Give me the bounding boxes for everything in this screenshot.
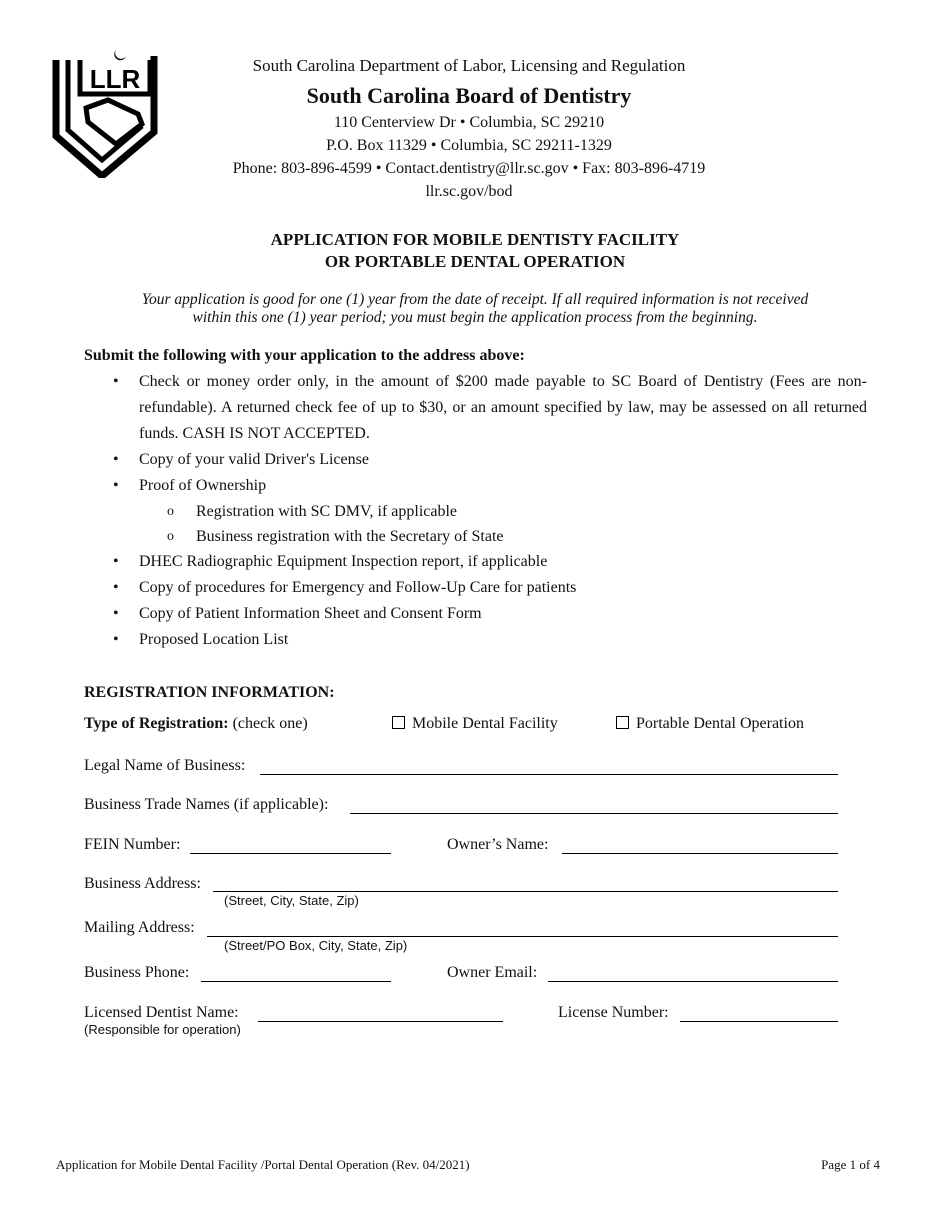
bullet: • — [113, 477, 119, 494]
notice-line1: Your application is good for one (1) year from the date of receipt. If all required information is not received — [141, 291, 809, 308]
mailing-address-label: Mailing Address: — [84, 919, 195, 936]
business-address-label: Business Address: — [84, 875, 201, 892]
po-box: P.O. Box 11329 • Columbia, SC 29211-1329 — [326, 137, 612, 154]
business-phone-label: Business Phone: — [84, 964, 190, 981]
registration-heading: REGISTRATION INFORMATION: — [84, 684, 335, 701]
dentist-name-label: Licensed Dentist Name: — [84, 1004, 239, 1021]
dentist-hint: (Responsible for operation) — [84, 1022, 241, 1037]
legal-name-label: Legal Name of Business: — [84, 757, 246, 774]
bullet: • — [113, 451, 119, 468]
board-name: South Carolina Board of Dentistry — [306, 83, 632, 108]
form-title-line2: OR PORTABLE DENTAL OPERATION — [324, 252, 626, 271]
sub-list-item: o Business registration with the Secretary of State — [139, 524, 867, 549]
business-address-field[interactable] — [213, 891, 838, 892]
bullet: • — [113, 553, 119, 570]
list-item: • Copy of your valid Driver's License — [139, 447, 867, 473]
bullet: • — [113, 579, 119, 596]
owner-name-label: Owner’s Name: — [447, 836, 549, 853]
owner-email-label: Owner Email: — [447, 964, 538, 981]
list-item: • DHEC Radiographic Equipment Inspection report, if applicable — [139, 549, 867, 575]
sub-list-item: o Registration with SC DMV, if applicable — [139, 499, 867, 524]
website: llr.sc.gov/bod — [425, 183, 513, 200]
sub-bullet: o — [167, 504, 174, 519]
portable-operation-checkbox[interactable] — [616, 716, 629, 729]
list-item: • Proof of Ownership — [139, 473, 867, 499]
street-address: 110 Centerview Dr • Columbia, SC 29210 — [333, 114, 605, 131]
footer-page-number: Page 1 of 4 — [821, 1157, 880, 1172]
bullet: • — [113, 605, 119, 622]
requirements-list — [113, 369, 867, 653]
footer-form-name: Application for Mobile Dental Facility /Portal Dental Operation (Rev. 04/2021) — [56, 1157, 470, 1172]
validity-notice — [84, 291, 866, 327]
license-number-label: License Number: — [558, 1004, 669, 1021]
portable-operation-option[interactable]: Portable Dental Operation — [616, 714, 804, 734]
bullet: • — [113, 631, 119, 648]
registration-type-label: Type of Registration: (check one) — [84, 715, 308, 732]
mailing-address-hint: (Street/PO Box, City, State, Zip) — [224, 938, 408, 953]
mobile-facility-option[interactable]: Mobile Dental Facility — [392, 714, 558, 734]
submit-heading: Submit the following with your application to the address above: — [84, 347, 525, 364]
owner-name-field[interactable] — [562, 853, 838, 854]
fein-field[interactable] — [190, 853, 391, 854]
list-item: • Copy of procedures for Emergency and Follow-Up Care for patients — [139, 575, 867, 601]
sub-bullet: o — [167, 529, 174, 544]
business-address-hint: (Street, City, State, Zip) — [224, 893, 359, 908]
logo-text: LLR — [89, 64, 141, 94]
dentist-name-field[interactable] — [258, 1021, 503, 1022]
list-item: • Copy of Patient Information Sheet and Consent Form — [139, 601, 867, 627]
fein-label: FEIN Number: — [84, 836, 181, 853]
contact-line: Phone: 803-896-4599 • Contact.dentistry@llr.sc.gov • Fax: 803-896-4719 — [232, 160, 706, 177]
trade-names-label: Business Trade Names (if applicable): — [84, 796, 329, 813]
business-phone-field[interactable] — [201, 981, 391, 982]
agency-name: South Carolina Department of Labor, Licensing and Regulation — [252, 56, 686, 75]
trade-names-field[interactable] — [350, 813, 838, 814]
list-item: • Proposed Location List — [139, 627, 867, 653]
legal-name-field[interactable] — [260, 774, 838, 775]
mobile-facility-checkbox[interactable] — [392, 716, 405, 729]
form-title-line1: APPLICATION FOR MOBILE DENTISTY FACILITY — [270, 230, 680, 249]
owner-email-field[interactable] — [548, 981, 838, 982]
notice-line2: within this one (1) year period; you must begin the application process from the beginning. — [192, 309, 758, 326]
license-number-field[interactable] — [680, 1021, 838, 1022]
mailing-address-field[interactable] — [207, 936, 838, 937]
bullet: • — [113, 373, 119, 390]
list-item: • Check or money order only, in the amount of $200 made payable to SC Board of Dentistry (Fees are non-refundable). A returned check fee of up to $30, or an amount specified by law, may be assessed on all returned funds. CASH IS NOT ACCEPTED. — [139, 369, 867, 447]
